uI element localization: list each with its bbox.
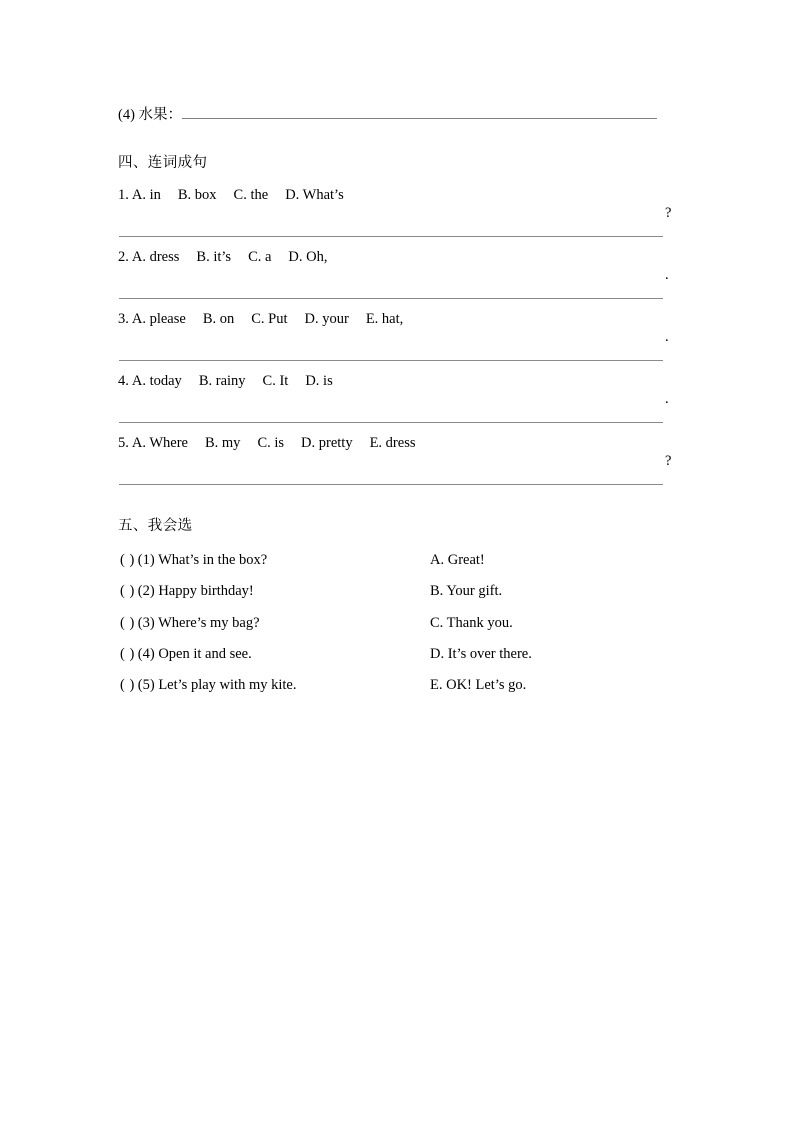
matching-row xyxy=(118,580,678,611)
matching-row xyxy=(118,674,678,705)
matching-row xyxy=(118,643,678,674)
matching-left-cell xyxy=(120,549,267,571)
content-column xyxy=(118,104,678,705)
matching-choice: B. Your gift. xyxy=(430,583,503,600)
word-tile: D. What’s xyxy=(285,187,344,203)
question-number: 4. xyxy=(118,373,129,389)
answer-bracket[interactable]: ( ) xyxy=(120,645,135,662)
matching-row xyxy=(118,549,678,580)
word-tile: A. in xyxy=(131,187,161,203)
question-number: 1. xyxy=(118,187,129,203)
matching-choice: C. Thank you. xyxy=(430,614,513,631)
section-four-heading: 四、连词成句 xyxy=(118,155,208,171)
question-block xyxy=(118,369,678,431)
answer-rule[interactable] xyxy=(119,345,663,361)
question-block xyxy=(118,431,678,493)
word-tile: B. rainy xyxy=(198,373,246,389)
word-tile: B. on xyxy=(202,311,235,327)
word-tile: B. my xyxy=(204,435,241,451)
matching-row xyxy=(118,612,678,643)
word-tile: C. Put xyxy=(251,311,288,327)
word-tile: D. your xyxy=(304,311,349,327)
matching-choice: E. OK! Let’s go. xyxy=(430,677,527,694)
answer-end-punctuation: . xyxy=(665,391,669,407)
answer-rule[interactable] xyxy=(119,221,663,237)
word-tile: D. pretty xyxy=(301,435,353,451)
fill-item-answer-rule[interactable] xyxy=(182,104,657,119)
word-tile: A. today xyxy=(131,373,182,389)
matching-left-cell xyxy=(120,580,254,602)
section-four-questions xyxy=(118,183,678,493)
word-tile: C. a xyxy=(248,249,272,265)
word-tile: E. hat, xyxy=(365,311,404,327)
question-block xyxy=(118,183,678,245)
answer-rule[interactable] xyxy=(119,407,663,423)
matching-prompt: (4) Open it and see. xyxy=(137,645,252,662)
matching-left-cell xyxy=(120,674,296,696)
answer-bracket[interactable]: ( ) xyxy=(120,614,135,631)
question-block xyxy=(118,307,678,369)
previous-section-fill-item xyxy=(118,104,678,134)
question-words xyxy=(118,431,678,454)
section-five-matching-list xyxy=(118,549,678,705)
question-words xyxy=(118,307,678,330)
word-tile: A. please xyxy=(131,311,186,327)
question-number: 5. xyxy=(118,435,129,451)
answer-rule[interactable] xyxy=(119,283,663,299)
word-tile: C. It xyxy=(262,373,289,389)
word-tile: D. is xyxy=(305,373,333,389)
word-tile: B. box xyxy=(177,187,217,203)
word-tile: C. the xyxy=(233,187,269,203)
question-number: 2. xyxy=(118,249,129,265)
question-number: 3. xyxy=(118,311,129,327)
answer-end-punctuation: ? xyxy=(665,205,672,221)
word-tile: B. it’s xyxy=(196,249,232,265)
question-words xyxy=(118,183,678,206)
answer-end-punctuation: . xyxy=(665,329,669,345)
matching-left-cell xyxy=(120,612,260,634)
word-tile: A. Where xyxy=(131,435,188,451)
fill-item-label: (4) 水果： xyxy=(118,107,183,123)
section-five-heading: 五、我会选 xyxy=(118,518,193,534)
answer-end-punctuation: ? xyxy=(665,453,672,469)
matching-prompt: (2) Happy birthday! xyxy=(137,583,254,600)
matching-prompt: (5) Let’s play with my kite. xyxy=(137,677,297,694)
matching-choice: A. Great! xyxy=(430,552,485,568)
matching-prompt: (3) Where’s my bag? xyxy=(137,614,260,631)
answer-bracket[interactable]: ( ) xyxy=(120,677,135,694)
matching-prompt: (1) What’s in the box? xyxy=(137,552,268,568)
matching-left-cell xyxy=(120,643,252,665)
word-tile: A. dress xyxy=(131,249,180,265)
question-block xyxy=(118,245,678,307)
answer-bracket[interactable]: ( ) xyxy=(120,583,135,600)
word-tile: E. dress xyxy=(369,435,416,451)
question-words xyxy=(118,369,678,392)
question-words xyxy=(118,245,678,268)
answer-bracket[interactable]: ( ) xyxy=(120,552,135,568)
word-tile: D. Oh, xyxy=(288,249,328,265)
answer-end-punctuation: . xyxy=(665,267,669,283)
answer-rule[interactable] xyxy=(119,469,663,485)
matching-choice: D. It’s over there. xyxy=(430,645,532,662)
word-tile: C. is xyxy=(257,435,285,451)
